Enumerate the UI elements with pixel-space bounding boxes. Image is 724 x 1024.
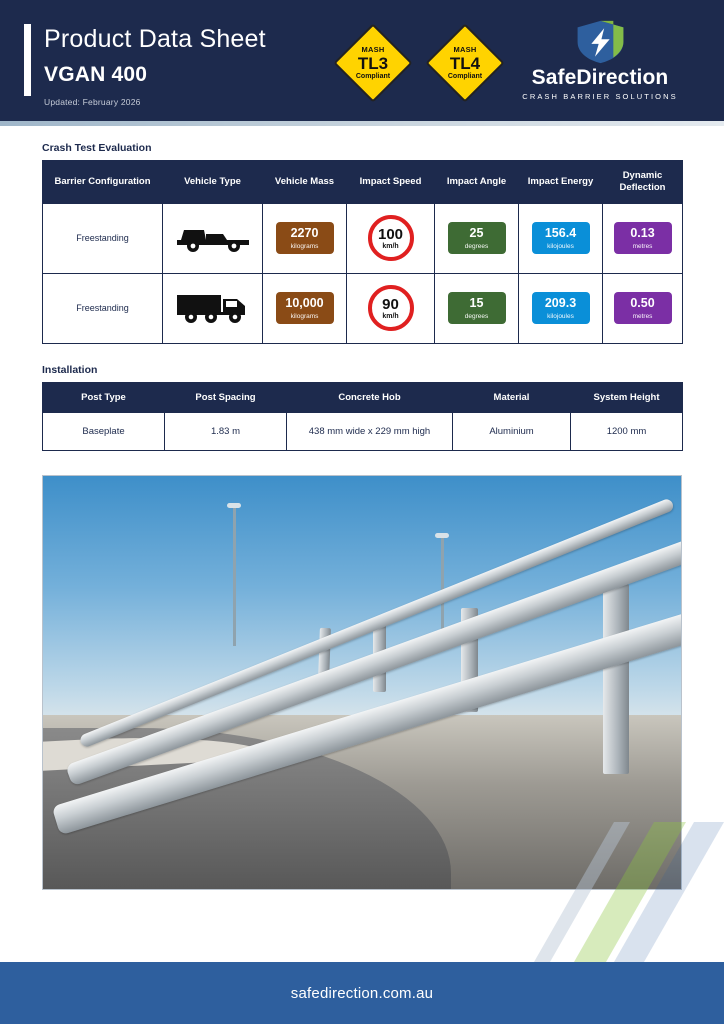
col-post-spacing: Post Spacing	[165, 382, 287, 412]
cell-system-height: 1200 mm	[571, 412, 683, 450]
cell-vehicle-type	[163, 273, 263, 343]
shield-logo-icon	[573, 20, 628, 64]
brand-logo	[510, 20, 690, 101]
cell-dynamic-deflection	[603, 203, 683, 273]
mass-value: 10,000	[285, 296, 324, 311]
crash-test-section	[0, 142, 724, 344]
logo-tagline: CRASH BARRIER SOLUTIONS	[522, 92, 678, 101]
title-block	[44, 26, 266, 107]
installation-table	[42, 382, 683, 451]
cell-vehicle-mass	[263, 203, 347, 273]
mass-unit: kilograms	[290, 242, 319, 250]
col-vehicle-type: Vehicle Type	[163, 161, 263, 204]
angle-unit: degrees	[464, 242, 489, 250]
cell-post-type: Baseplate	[43, 412, 165, 450]
col-concrete-hob: Concrete Hob	[287, 382, 453, 412]
cell-vehicle-mass	[263, 273, 347, 343]
cell-impact-speed	[347, 273, 435, 343]
deflection-chip	[614, 222, 672, 254]
cell-impact-speed	[347, 203, 435, 273]
badge-compliance: Compliant	[447, 72, 483, 80]
product-name: VGAN 400	[44, 62, 148, 86]
logo-name	[510, 67, 690, 88]
col-impact-angle: Impact Angle	[435, 161, 519, 204]
light-pole-icon	[233, 506, 236, 646]
light-pole-icon	[441, 536, 444, 631]
energy-unit: kilojoules	[547, 312, 574, 320]
rigid-truck-icon	[171, 289, 255, 325]
light-lamp-icon	[227, 503, 241, 508]
page-title: Product Data Sheet	[44, 25, 266, 53]
installation-section	[0, 364, 724, 451]
energy-chip	[532, 292, 590, 324]
mash-tl3-badge	[336, 26, 410, 100]
mass-unit: kilograms	[290, 312, 319, 320]
badge-compliance: Compliant	[355, 72, 391, 80]
mass-chip	[276, 222, 334, 254]
table-row	[43, 273, 683, 343]
website-link[interactable]: safedirection.com.au	[290, 984, 434, 1002]
mash-badges	[336, 26, 502, 100]
header-divider	[0, 121, 724, 126]
angle-chip	[448, 222, 506, 254]
logo-name-part1: Safe	[531, 66, 577, 89]
speed-unit: km/h	[382, 242, 399, 250]
cell-configuration: Freestanding	[43, 273, 163, 343]
cell-impact-angle	[435, 203, 519, 273]
angle-value: 25	[469, 226, 484, 241]
cell-configuration: Freestanding	[43, 203, 163, 273]
logo-name-part2: Direction	[576, 66, 669, 89]
header-accent-bar	[24, 24, 31, 96]
col-dynamic-deflection: Dynamic Deflection	[603, 161, 683, 204]
mash-tl4-badge	[428, 26, 502, 100]
cell-impact-energy	[519, 273, 603, 343]
deflection-unit: metres	[632, 312, 653, 320]
cell-vehicle-type	[163, 203, 263, 273]
col-impact-energy: Impact Energy	[519, 161, 603, 204]
mass-value: 2270	[290, 226, 319, 241]
mass-chip	[276, 292, 334, 324]
speed-roundel-icon	[368, 215, 414, 261]
cell-material: Aluminium	[453, 412, 571, 450]
badge-level: TL3	[357, 53, 389, 73]
installation-label: Installation	[42, 363, 98, 376]
col-vehicle-mass: Vehicle Mass	[263, 161, 347, 204]
product-photo	[42, 475, 682, 890]
speed-value: 100	[377, 225, 404, 243]
col-system-height: System Height	[571, 382, 683, 412]
badge-standard: MASH	[361, 45, 385, 55]
col-material: Material	[453, 382, 571, 412]
speed-unit: km/h	[382, 312, 399, 320]
table-row	[43, 412, 683, 450]
table-row	[43, 203, 683, 273]
speed-value: 90	[382, 295, 399, 313]
angle-unit: degrees	[464, 312, 489, 320]
crash-test-label: Crash Test Evaluation	[42, 142, 152, 154]
deflection-unit: metres	[632, 242, 653, 250]
angle-value: 15	[469, 296, 484, 311]
barrier-post	[603, 584, 629, 774]
speed-roundel-icon	[368, 285, 414, 331]
table-header-row	[43, 161, 683, 204]
deflection-value: 0.50	[630, 296, 655, 311]
page-header	[0, 0, 724, 126]
cell-concrete-hob: 438 mm wide x 229 mm high	[287, 412, 453, 450]
deflection-chip	[614, 292, 672, 324]
light-lamp-icon	[435, 533, 449, 538]
cell-impact-energy	[519, 203, 603, 273]
cell-dynamic-deflection	[603, 273, 683, 343]
angle-chip	[448, 292, 506, 324]
crash-test-table	[42, 160, 683, 344]
col-impact-speed: Impact Speed	[347, 161, 435, 204]
cell-impact-angle	[435, 273, 519, 343]
energy-unit: kilojoules	[547, 242, 574, 250]
badge-level: TL4	[449, 53, 481, 73]
col-barrier-configuration: Barrier Configuration	[43, 161, 163, 204]
energy-value: 209.3	[544, 296, 577, 311]
energy-value: 156.4	[544, 226, 577, 241]
pickup-truck-icon	[171, 220, 255, 254]
table-header-row	[43, 382, 683, 412]
page-footer	[0, 962, 724, 1024]
cell-post-spacing: 1.83 m	[165, 412, 287, 450]
updated-date: Updated: February 2026	[44, 96, 141, 107]
energy-chip	[532, 222, 590, 254]
deflection-value: 0.13	[630, 226, 655, 241]
badge-standard: MASH	[453, 45, 477, 55]
col-post-type: Post Type	[43, 382, 165, 412]
